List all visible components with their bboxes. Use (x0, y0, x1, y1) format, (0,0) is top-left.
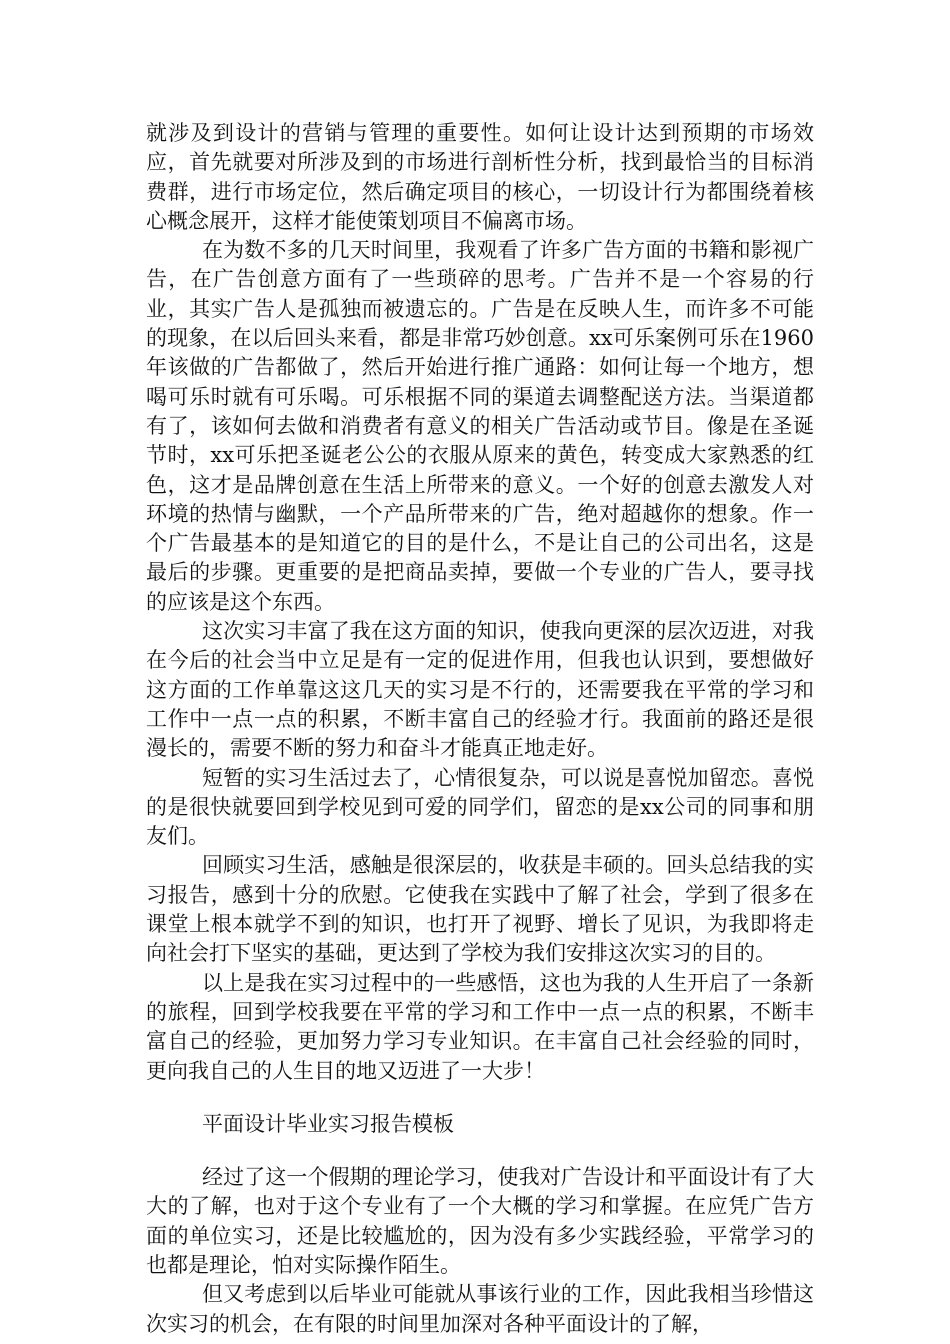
paragraph-internship-ending: 短暂的实习生活过去了，心情很复杂，可以说是喜悦加留恋。喜悦的是很快就要回到学校见到可爱的同学们，留恋的是xx公司的同事和朋友们。 (146, 765, 814, 849)
paragraph-internship-knowledge: 这次实习丰富了我在这方面的知识，使我向更深的层次迈进，对我在今后的社会当中立足是有一定的促进作用，但我也认识到，要想做好这方面的工作单靠这这几天的实习是不行的，还需要我在平常的学习和工作中一点一点的积累，不断丰富自己的经验才行。我面前的路还是很漫长的，需要不断的努力和奋斗才能真正地走好。 (146, 619, 814, 761)
document-body (146, 119, 814, 1339)
paragraph-career-consideration: 但又考虑到以后毕业可能就从事该行业的工作，因此我相当珍惜这次实习的机会，在有限的时间里加深对各种平面设计的了解， (146, 1282, 814, 1336)
paragraph-theory-study: 经过了这一个假期的理论学习，使我对广告设计和平面设计有了大大的了解，也对于这个专业有了一个大概的学习和掌握。在应凭广告方面的单位实习，还是比较尴尬的，因为没有多少实践经验，平常学习的也都是理论，怕对实际操作陌生。 (146, 1165, 814, 1277)
paragraph-advertising-thoughts: 在为数不多的几天时间里，我观看了许多广告方面的书籍和影视广告，在广告创意方面有了一些琐碎的思考。广告并不是一个容易的行业，其实广告人是孤独而被遗忘的。广告是在反映人生，而许多不可能的现象，在以后回头来看，都是非常巧妙创意。xx可乐案例可乐在1960年该做的广告都做了，然后开始进行推广通路：如何让每一个地方，想喝可乐时就有可乐喝。可乐根据不同的渠道去调整配送方法。当渠道都有了，该如何去做和消费者有意义的相关广告活动或节目。像是在圣诞节时，xx可乐把圣诞老公公的衣服从原来的黄色，转变成大家熟悉的红色，这才是品牌创意在生活上所带来的意义。一个好的创意去激发人对环境的热情与幽默，一个产品所带来的广告，绝对超越你的想象。作一个广告最基本的是知道它的目的是什么，不是让自己的公司出名，这是最后的步骤。更重要的是把商品卖掉，要做一个专业的广告人，要寻找的应该是这个东西。 (146, 238, 814, 614)
paragraph-design-marketing: 就涉及到设计的营销与管理的重要性。如何让设计达到预期的市场效应，首先就要对所涉及到的市场进行剖析性分析，找到最恰当的目标消费群，进行市场定位，然后确定项目的核心，一切设计行为都围绕着核心概念展开，这样才能使策划项目不偏离市场。 (146, 121, 814, 233)
paragraph-conclusion: 以上是我在实习过程中的一些感悟，这也为我的人生开启了一条新的旅程，回到学校我要在平常的学习和工作中一点一点的积累，不断丰富自己的经验，更加努力学习专业知识。在丰富自己社会经验的同时，更向我自己的人生目的地又迈进了一大步！ (146, 970, 814, 1083)
section-title: 平面设计毕业实习报告模板 (202, 1111, 454, 1136)
paragraph-reflection: 回顾实习生活，感触是很深层的，收获是丰硕的。回头总结我的实习报告，感到十分的欣慰。它使我在实践中了解了社会，学到了很多在课堂上根本就学不到的知识，也打开了视野、增长了见识，为我即将走向社会打下坚实的基础，更达到了学校为我们安排这次实习的目的。 (146, 853, 814, 966)
